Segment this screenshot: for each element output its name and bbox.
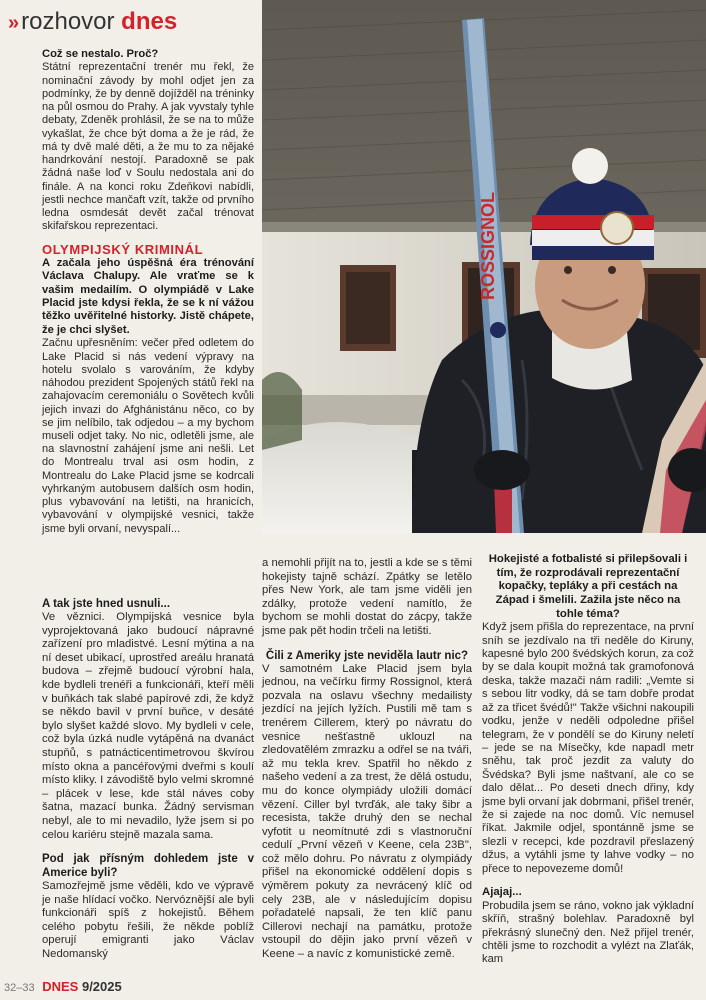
column-3 bbox=[482, 553, 694, 967]
rubric-header bbox=[8, 6, 177, 39]
answer-paragraph: Začnu upřesněním: večer před odletem do Lake Placid si nás vedení výpravy na hotelu svolalo s varováním, že kdyby náhodou prezident Spojených států řekl na zahajovacím ceremoniálu o Sovětech kvůli jejich invazi do Afghánistánu něco, co by se jim nelíbilo, tak odjedou – a my bychom museli odjet taky. No nic, odletěli jsme, ale na slavnostní zahájení jsme ani nešli. Let do Montrealu trval asi osm hodin, z Montrealu do Lake Placid jsme se kodrcali vyhrkaným autobusem dalších osm hodin, plus vybavování na letišti, na hranicích, vybavování v olympijské vesnici, takže jsme byli orvaní, nevyspalí... bbox=[42, 337, 254, 535]
column-2 bbox=[262, 557, 472, 962]
column-1-bottom bbox=[42, 597, 254, 962]
footer-brand: DNES bbox=[42, 979, 79, 994]
answer-paragraph: a nemohli přijít na to, jestli a kde se s těmi hokejisty tajně schází. Zpátky se letělo přes New York, ale tam jsme viděli jen zdálky, protože vedení namítlo, že bychom se mohli dostat do zácpy, takže jsme pak pět hodin trčeli na letišti. bbox=[262, 557, 472, 637]
question-heading: Což se nestalo. Proč? bbox=[42, 48, 159, 60]
answer-paragraph: Samozřejmě jsme věděli, kdo ve výpravě je naše hlídací vočko. Nervóznější ale byli funkcionáři spíš z hokejistů. Během celého pobytu řešili, že někde poblíž operují emigranti jako Václav Nedomanský bbox=[42, 880, 254, 961]
column-1-top bbox=[42, 48, 254, 536]
photo-illustration bbox=[262, 0, 706, 533]
question-heading: A začala jeho úspěšná éra trénování Václava Chalupy. Ale vraťme se k vašim medailím. O olympiádě v Lake Placid jste kdysi řekla, že se k ní vážou těžko uvěřitelné historky. Jistě chápete, že je chci slyšet. bbox=[42, 256, 254, 336]
question-heading: Čili z Ameriky jste neviděla lautr nic? bbox=[265, 649, 469, 662]
brand-label: dnes bbox=[121, 8, 178, 35]
question-heading: Hokejisté a fotbalisté si přilepšovali i tím, že rozprodávali reprezentační kopačky, tepláky a při cestách na Západ i šmelili. Zažila jste něco na tohle téma? bbox=[488, 553, 688, 620]
portrait-photo bbox=[262, 0, 706, 533]
rubric-label: rozhovor bbox=[21, 8, 115, 35]
page-footer bbox=[4, 979, 122, 994]
page-numbers: 32–33 bbox=[4, 982, 35, 994]
answer-paragraph: V samotném Lake Placid jsem byla jednou, na večírku firmy Rossignol, která pozvala na oslavu všechny medailisty jezdící na jejích lyžích. Pustili mě tam s trenérem Cillerem, který po návratu do vesnice nešťastně uklouzl na zledovatělém zmrazku a odřel se na tváři, až mu tekla krev. Spatřil ho někdo z našeho vedení a za trest, že dělá ostudu, mu do konce olympiády uložili domácí vězení. Ciller byl tvrďák, ale taky šibr a recesista, takže druhý den se nechal vyfotit u neomítnuté zdi s vlastnoruční cedulí „První vězeň v Keene, cela 23B", což mělo dohru. Po návratu z olympiády přišel na ekonomické oddělení dopis s výměrem pokuty za nevrácený klíč od cely 23B, ale v následujícím dopisu pořadatelé napsali, že ten klíč panu Cillerovi nechají na památku, protože vstoupil do dějin jako první vězeň v Keene – a navíc z komunistické země. bbox=[262, 662, 472, 961]
question-heading: Ajajaj... bbox=[482, 886, 522, 899]
issue-number: 9/2025 bbox=[81, 979, 122, 994]
chevron-icon: » bbox=[8, 12, 16, 34]
answer-paragraph: Probudila jsem se ráno, vokno jak výkladní skříň, strašný bolehlav. Paradoxně byl překrásný slunečný den. Než přijel trenér, chtěli jsme to rozchodit a vylézt na Zlaťák, kam bbox=[482, 899, 694, 966]
answer-paragraph: Ve věznici. Olympijská vesnice byla vyprojektovaná jako budoucí nápravné zařízení pro mladistvé. Lesní mýtina a na ní deset ubikací, uprostřed areálu hranatá budova – zřejmě budoucí výrobní hala, kde bydleli trenéři a funkcionáři, kteří měli v buňkách tak slabé papírové zdi, že když se někdo bavil v první buňce, v desáté bylo slyšet každé slovo. My bydleli v cele, což byla úzká nudle vytápěná na dvanáct stupňů, s patnácticentimetrovou škvírou místo okna a pancéřovými dveřmi s koulí místo kliky. I závodiště bylo velmi skromné – plácek v lese, kde stál náves coby šatna, mazací bunka. Žádný servisman nebyl, ale to mi nevadilo, lyže jsem si po celou kariéru stejně mazala sama. bbox=[42, 611, 254, 841]
answer-paragraph: Státní reprezentační trenér mu řekl, že nominační závody by mohl odjet jen za podmínky, že by denně dojížděl na tréninky na půl osmou do Prahy. A jak vyvstaly tyhle debaty, Zdeněk prohlásil, že se na to může vykašlat, že chce být doma a že je rád, že má ty dvě malé děti, a že mu to za nějaké handrkování nestojí. Paradoxně se pak žádná naše loď v Soulu nedostala ani do finále. A na konci roku Zdeňkovi nabídli, jestli nechce mančaft vzít, takže od prvního ledna osmdesát devět začal trénovat skifařskou reprezentaci. bbox=[42, 61, 254, 233]
ski-brand-text: ROSSIGNOL bbox=[478, 191, 498, 300]
answer-paragraph: Když jsem přišla do reprezentace, na první sníh se jezdívalo na tři neděle do Kiruny, kapesné bylo 200 švédských korun, za což by se dala koupit možná tak gramofonová deska, takže mazači nám radili: „Vemte si s sebou litr vodky, dá se tam dobře prodat až za třicet švédů!" Takže všichni nakoupili vodku, jenže v neděli odpoledne přišel telegram, že v pondělí se do Kiruny neletí – jede se na Mísečky, kde napadl metr sněhu, tak proč jezdit za valuty do Švédska? Byli jsme naštvaní, ale co se dalo dělat... Po deseti dnech dřiny, kdy jsme byli orvaní jak dobrmani, přišel trenér, že si zajede na noc domů. Víc nemusel říkat. Jakmile odjel, spontánně jsme se slezli v recepci, kde pozdravil přeslazený džus, a vytáhli jsme ty lahve vodky – no přece to nepovezeme domů! bbox=[482, 621, 694, 875]
question-heading: A tak jste hned usnuli... bbox=[42, 598, 171, 610]
section-heading: OLYMPIJSKÝ KRIMINÁL bbox=[42, 242, 204, 258]
question-heading: Pod jak přísným dohledem jste v Americe byli? bbox=[42, 853, 254, 880]
